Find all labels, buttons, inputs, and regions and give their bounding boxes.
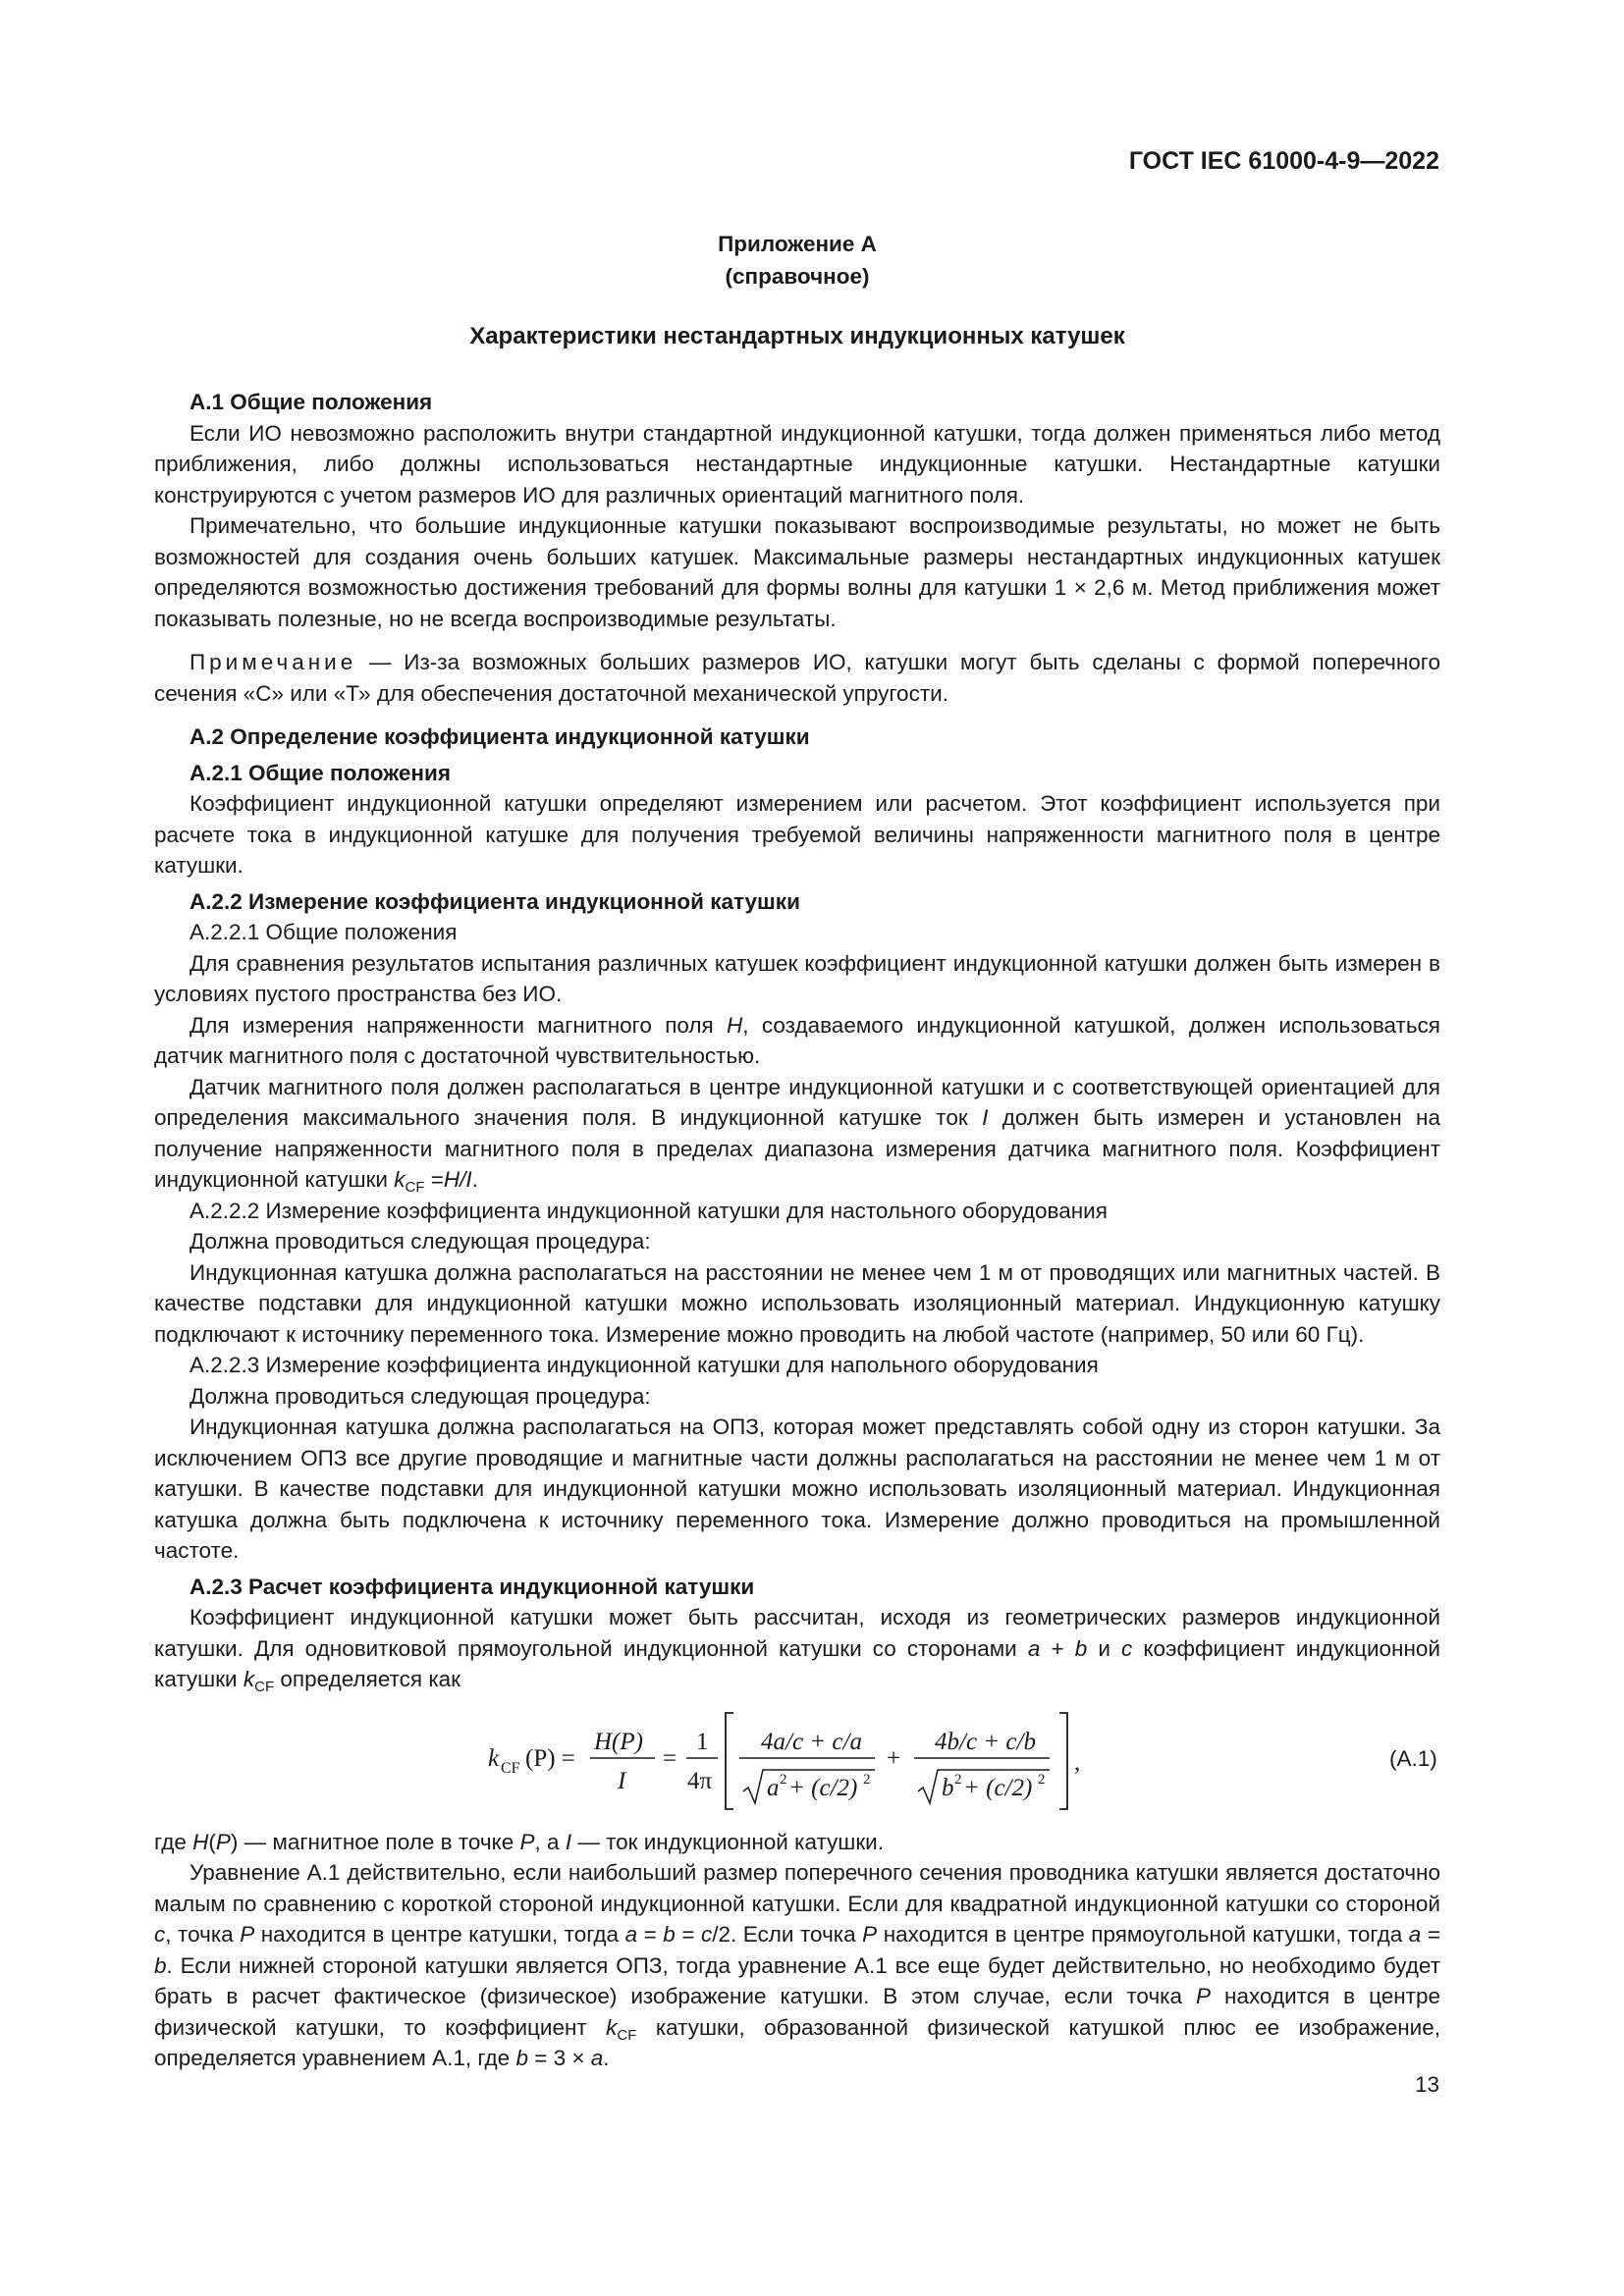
- var-h: H: [727, 1012, 743, 1038]
- paragraph: Для сравнения результатов испытания различных катушек коэффициент индукционной катушки должен быть измерен в условиях пустого пространства без ИО.: [154, 950, 1440, 1006]
- page-number: 13: [1414, 2072, 1439, 2097]
- note-label: Примечание: [189, 650, 357, 674]
- standard-header: ГОСТ IEC 61000-4-9—2022: [1128, 147, 1439, 175]
- text: .: [471, 1167, 478, 1192]
- var: c: [154, 1922, 166, 1947]
- left-bracket: [726, 1713, 733, 1809]
- var: P: [862, 1922, 878, 1947]
- paragraph: [154, 1602, 1440, 1695]
- text: .: [603, 2046, 610, 2070]
- subscript-cf: CF: [617, 2026, 637, 2044]
- note: [154, 647, 1440, 709]
- formula-one: 1: [696, 1728, 709, 1755]
- text: находится в центре физической катушки, то коэффициент: [154, 1984, 1440, 2040]
- subsection-heading-a221: А.2.2.1 Общие положения: [189, 920, 458, 944]
- text: , создаваемого индукционной катушкой, должен использоваться датчик магнитного поля с достаточной чувствительностью.: [154, 1012, 1440, 1068]
- paragraph: Если ИО невозможно расположить внутри стандартной индукционной катушки, тогда должен применяться либо метод приближения, либо должны использоваться нестандартные индукционные катушки. Нестандартные катушки конструируются с учетом размеров ИО для различных ориентаций магнитного поля.: [154, 420, 1440, 507]
- text: Датчик магнитного поля должен располагаться в центре индукционной катушки и с соответствующей ориентацией для определения максимального значения поля. В индукционной катушке ток: [154, 1074, 1440, 1130]
- text: — ток индукционной катушки.: [571, 1829, 884, 1854]
- paragraph: [154, 1010, 1440, 1072]
- subscript-cf: CF: [405, 1179, 425, 1196]
- formula-den2-b: + (c/2): [963, 1774, 1033, 1801]
- text: Для измерения напряженности магнитного поля: [189, 1012, 728, 1038]
- text: , а: [534, 1829, 566, 1854]
- formula-den1-b: + (c/2): [788, 1774, 858, 1801]
- annex-title: Приложение А: [718, 232, 877, 256]
- formula-num1: 4a/c + c/a: [761, 1728, 862, 1755]
- annex-status: (справочное): [725, 264, 870, 289]
- var: a: [624, 1922, 638, 1947]
- formula-num2: 4b/c + c/b: [935, 1728, 1036, 1755]
- var-p: P: [215, 1829, 231, 1854]
- formula-k-sub: CF: [501, 1759, 520, 1777]
- paragraph: Должна проводиться следующая процедура:: [189, 1229, 651, 1254]
- text: (: [208, 1829, 216, 1854]
- formula-numerator-h: H(P): [594, 1728, 643, 1755]
- note-text: — Из-за возможных больших размеров ИО, катушки могут быть сделаны с формой поперечного сечения «С» или «Т» для обеспечения достаточной механической упругости.: [154, 650, 1440, 706]
- expr-h-over-i: H/I: [443, 1167, 472, 1192]
- formula-k: k: [488, 1744, 500, 1772]
- text: =: [424, 1167, 444, 1192]
- where-paragraph: [154, 1827, 1440, 1858]
- formula-sq: 2: [780, 1771, 787, 1788]
- text: находится в центре прямоугольной катушки, тогда: [877, 1922, 1409, 1947]
- subsection-heading-a222: А.2.2.2 Измерение коэффициента индукционной катушки для настольного оборудования: [189, 1198, 1108, 1223]
- var: a: [590, 2046, 604, 2070]
- var-b: b: [1074, 1635, 1088, 1661]
- formula-denominator-i: I: [618, 1767, 626, 1794]
- document-title: Характеристики нестандартных индукционных катушек: [469, 323, 1125, 349]
- subscript-cf: CF: [254, 1679, 275, 1695]
- annex-heading: [154, 228, 1440, 293]
- formula-den1-a: a: [767, 1774, 780, 1801]
- paragraph: [154, 1072, 1440, 1196]
- formula-graphic: [154, 1705, 1440, 1821]
- section-heading-a22: А.2.2 Измерение коэффициента индукционной катушки: [189, 888, 800, 914]
- text: коэффициент индукционной катушки: [154, 1635, 1440, 1691]
- section-heading-a1: А.1 Общие положения: [189, 390, 433, 414]
- text: . Если нижней стороной катушки является ОПЗ, тогда уравнение А.1 все еще будет действительно, но необходимо будет брать в расчет фактическое (физическое) изображение катушки. В этом случае, если точка: [154, 1952, 1440, 2008]
- formula-den2-a: b: [942, 1774, 954, 1801]
- paragraph: Индукционная катушка должна располагаться на расстоянии не менее чем 1 м от проводящих или магнитных частей. В качестве подставки для индукционной катушки можно использовать изоляционный материал. Индукционную катушку подключают к источнику переменного тока. Измерение можно проводить на любой частоте (например, 50 или 60 Гц).: [154, 1259, 1440, 1347]
- text: = 3 ×: [527, 2046, 591, 2070]
- subsection-heading-a223: А.2.2.3 Измерение коэффициента индукционной катушки для напольного оборудования: [189, 1353, 1099, 1377]
- section-heading-a21: А.2.1 Общие положения: [189, 760, 451, 785]
- text: Уравнение А.1 действительно, если наибольший размер поперечного сечения проводника катушки является достаточно малым по сравнению с короткой стороной индукционной катушки. Если для квадратной индукционной катушки со стороной: [154, 1860, 1440, 1916]
- formula-arg: (P) =: [525, 1744, 575, 1772]
- var-k: k: [394, 1167, 406, 1192]
- text: =: [675, 1922, 701, 1947]
- text: находится в центре катушки, тогда: [254, 1922, 625, 1947]
- text: должен быть измерен и установлен на получение напряженности магнитного поля в пределах диапазона измерения датчика магнитного поля. Коэффициент индукционной катушки: [154, 1105, 1440, 1192]
- equation-number: (А.1): [1389, 1745, 1437, 1771]
- var: c: [701, 1922, 713, 1947]
- section-heading-a2: А.2 Определение коэффициента индукционной катушки: [189, 724, 810, 749]
- text: где: [154, 1829, 193, 1854]
- formula-sq: 2: [863, 1771, 871, 1788]
- var-k: k: [243, 1667, 255, 1691]
- var: P: [240, 1922, 255, 1947]
- document-body: [154, 387, 1440, 2074]
- formula-a1: [154, 1705, 1440, 1821]
- var-a: a: [1027, 1635, 1041, 1661]
- var-i: I: [982, 1105, 989, 1130]
- text: катушки, образованной физической катушкой плюс ее изображение, определяется уравнением А.1, где: [154, 2014, 1441, 2070]
- paragraph: [154, 1857, 1440, 2074]
- text: , точка: [165, 1922, 241, 1947]
- var: P: [1196, 1984, 1212, 2008]
- formula-four-pi: 4π: [687, 1767, 713, 1794]
- var: a: [1408, 1922, 1422, 1947]
- paragraph: Коэффициент индукционной катушки определяют измерением или расчетом. Этот коэффициент используется при расчете тока в индукционной катушке для получения требуемой величины напряженности магнитного поля в центре катушки.: [154, 791, 1440, 878]
- var-c: c: [1121, 1635, 1133, 1661]
- var-p: P: [519, 1829, 535, 1854]
- formula-eq: =: [663, 1744, 677, 1772]
- formula-sq: 2: [954, 1771, 962, 1788]
- var: b: [663, 1922, 676, 1947]
- right-bracket: [1059, 1713, 1067, 1809]
- text: =: [1421, 1922, 1440, 1947]
- paragraph: Должна проводиться следующая процедура:: [189, 1383, 651, 1409]
- var-k: k: [606, 2014, 618, 2040]
- var: b: [515, 2046, 528, 2070]
- text: определяется как: [274, 1667, 461, 1691]
- var-i: I: [565, 1829, 572, 1854]
- text: ) — магнитное поле в точке: [230, 1829, 520, 1854]
- text: /2. Если точка: [712, 1922, 863, 1947]
- section-heading-a23: А.2.3 Расчет коэффициента индукционной катушки: [189, 1574, 755, 1599]
- text: =: [637, 1922, 664, 1947]
- formula-comma: ,: [1074, 1748, 1081, 1776]
- formula-plus: +: [887, 1744, 901, 1772]
- text: Коэффициент индукционной катушки может быть рассчитан, исходя из геометрических размеров индукционной катушки. Для одновитковой прямоугольной индукционной катушки со сторонами: [154, 1605, 1440, 1661]
- var-h: H: [192, 1829, 209, 1854]
- text: и: [1087, 1635, 1122, 1661]
- formula-sq: 2: [1038, 1771, 1046, 1788]
- paragraph: Индукционная катушка должна располагаться на ОПЗ, которая может представлять собой одну из сторон катушки. За исключением ОПЗ все другие проводящие и магнитные части должны располагаться на расстоянии не менее чем 1 м от катушки. В качестве подставки для индукционной катушки можно использовать изоляционный материал. Индукционная катушка должна быть подключена к источнику переменного тока. Измерение должно проводиться на промышленной частоте.: [154, 1415, 1440, 1563]
- text: +: [1040, 1635, 1075, 1661]
- var: b: [154, 1952, 167, 1978]
- paragraph: Примечательно, что большие индукционные катушки показывают воспроизводимые результаты, но может не быть возможностей для создания очень больших катушек. Максимальные размеры нестандартных индукционных катушек определяются возможностью достижения требований для формы волны для катушки 1 × 2,6 м. Метод приближения может показывать полезные, но не всегда воспроизводимые результаты.: [154, 513, 1440, 631]
